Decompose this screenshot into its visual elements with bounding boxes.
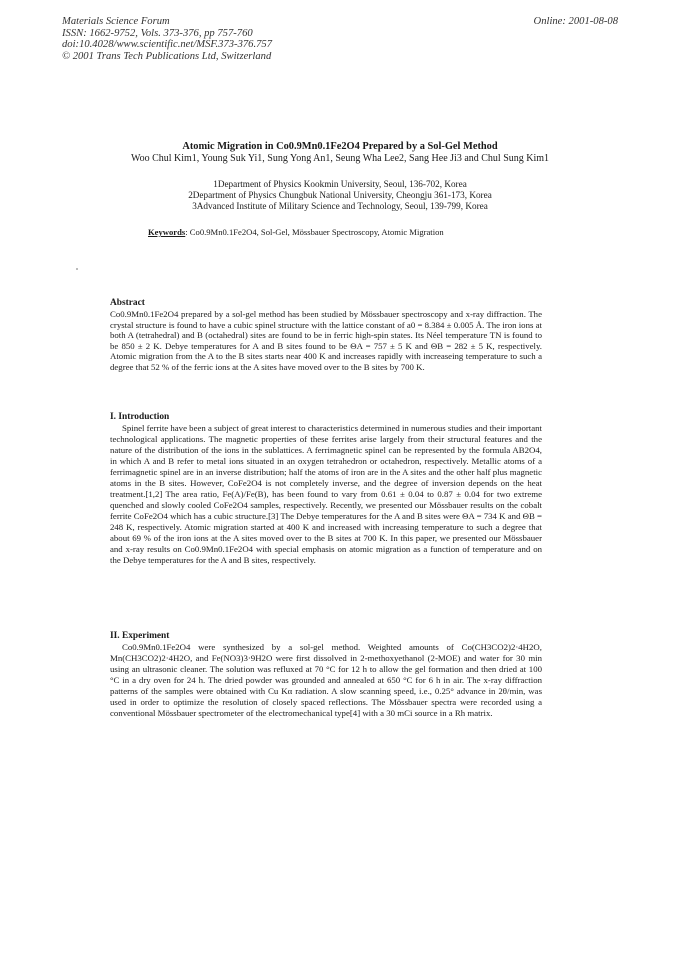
keywords-label: Keywords (148, 227, 186, 237)
affiliations (62, 179, 618, 213)
author-list: Woo Chul Kim1, Young Suk Yi1, Sung Yong An1, Seung Wha Lee2, Sang Hee Ji3 and Chul Sung Kim1 (130, 153, 550, 164)
journal-name: Materials Science Forum (62, 16, 170, 27)
introduction-body: Spinel ferrite have been a subject of great interest to characteristics determined in numerous studies and their important technological applications. The magnetic properties of these ferrites arise largely from their structural features and the nature of the distribution of the ions in the sublattices. A ferrimagnetic spinel can be represented by the formula AB2O4, in which A and B refer to metal ions situated in an oxygen tetrahedron or octahedron, respectively. Metallic atoms of a ferrimagnetic spinel are in an inverse distribution; half the atoms of iron are in the A sites and the other half plus magnetic atoms in the B sites. However, CoFe2O4 is not completely inverse, and the degree of inversion depends on the heat treatment.[1,2] The area ratio, Fe(A)/Fe(B), has been found to vary from 0.61 ± 0.04 to 0.87 ± 0.04 for two extreme quenched and slowly cooled CoFe2O4 samples, respectively. Recently, we presented our Mössbauer results on the cobalt ferrite CoFe2O4 which has a cubic structure.[3] The Debye temperatures for the A and B sites were ΘA = 734 K and ΘB = 248 K, respectively. Atomic migration started at 400 K and increased with increasing temperature to such a degree that about 69 % of the iron ions at the A sites moved over to the B sites at 700 K. In this paper, we presented our Mössbauer and x-ray results on Co0.9Mn0.1Fe2O4 with special emphasis on atomic migration as a function of temperature and on the Debye temperatures for the A and B sites, respectively. (110, 423, 542, 565)
affiliation-1: 1Department of Physics Kookmin University, Seoul, 136-702, Korea (213, 179, 467, 189)
experiment-heading: II. Experiment (110, 631, 170, 641)
keywords (148, 227, 588, 238)
keywords-text: : Co0.9Mn0.1Fe2O4, Sol-Gel, Mössbauer Spectroscopy, Atomic Migration (185, 227, 444, 237)
paper-title: Atomic Migration in Co0.9Mn0.1Fe2O4 Prepared by a Sol-Gel Method (182, 141, 498, 152)
abstract-body: Co0.9Mn0.1Fe2O4 prepared by a sol-gel method has been studied by Mössbauer spectroscopy and x-ray diffraction. The crystal structure is found to have a cubic spinel structure with the lattice constant of a0 = 8.384 ± 0.005 Å. The iron ions at both A (tetrahedral) and B (octahedral) sites are found to be in ferric high-spin states. Its Néel temperature TN is found to be 850 ± 2 K. Debye temperatures for A and B sites found to be ΘA = 757 ± 5 K and ΘB = 282 ± 5 K, respectively. Atomic migration from the A to the B sites starts near 400 K and increases rapidly with increaseing temperature to such a degree that 52 % of the ferric ions at the A sites have moved over to the B sites by 700 K. (110, 309, 542, 372)
doi-line[interactable]: doi:10.4028/www.scientific.net/MSF.373-376.757 (62, 39, 272, 51)
introduction-heading: I. Introduction (110, 412, 170, 422)
journal-header (62, 16, 618, 62)
copyright-line: © 2001 Trans Tech Publications Ltd, Switzerland (62, 50, 272, 62)
affiliation-3: 3Advanced Institute of Military Science and Technology, Seoul, 139-799, Korea (192, 201, 488, 212)
scan-mark (76, 268, 78, 270)
affiliation-2: 2Department of Physics Chungbuk National University, Cheongju 361-173, Korea (188, 190, 492, 201)
experiment-body: Co0.9Mn0.1Fe2O4 were synthesized by a sol-gel method. Weighted amounts of Co(CH3CO2)2·4H2O, Mn(CH3CO2)2·4H2O, and Fe(NO3)3·9H2O were first dissolved in 2-methoxyethanol (2-MOE) and water for 30 min using an ultrasonic cleaner. The solution was refluxed at 70 °C for 12 h to allow the gel formation and then dried at 100 °C in a dry oven for 24 h. The dried powder was grounded and annealed at 650 °C for 6 h in air. The x-ray diffraction patterns of the samples were obtained with Cu Kα radiation. A slow scanning speed, i.e., 0.25° advance in 2θ/min, was used in order to optimize the resolution of closely spaced reflections. The Mössbauer spectra were recorded using a conventional Mössbauer spectrometer of the electromechanical type[4] with a 30 mCi source in a Rh matrix. (110, 642, 542, 718)
abstract-heading: Abstract (110, 298, 145, 308)
online-date: Online: 2001-08-08 (533, 16, 618, 27)
issn-line: ISSN: 1662-9752, Vols. 373-376, pp 757-760 (62, 27, 253, 39)
